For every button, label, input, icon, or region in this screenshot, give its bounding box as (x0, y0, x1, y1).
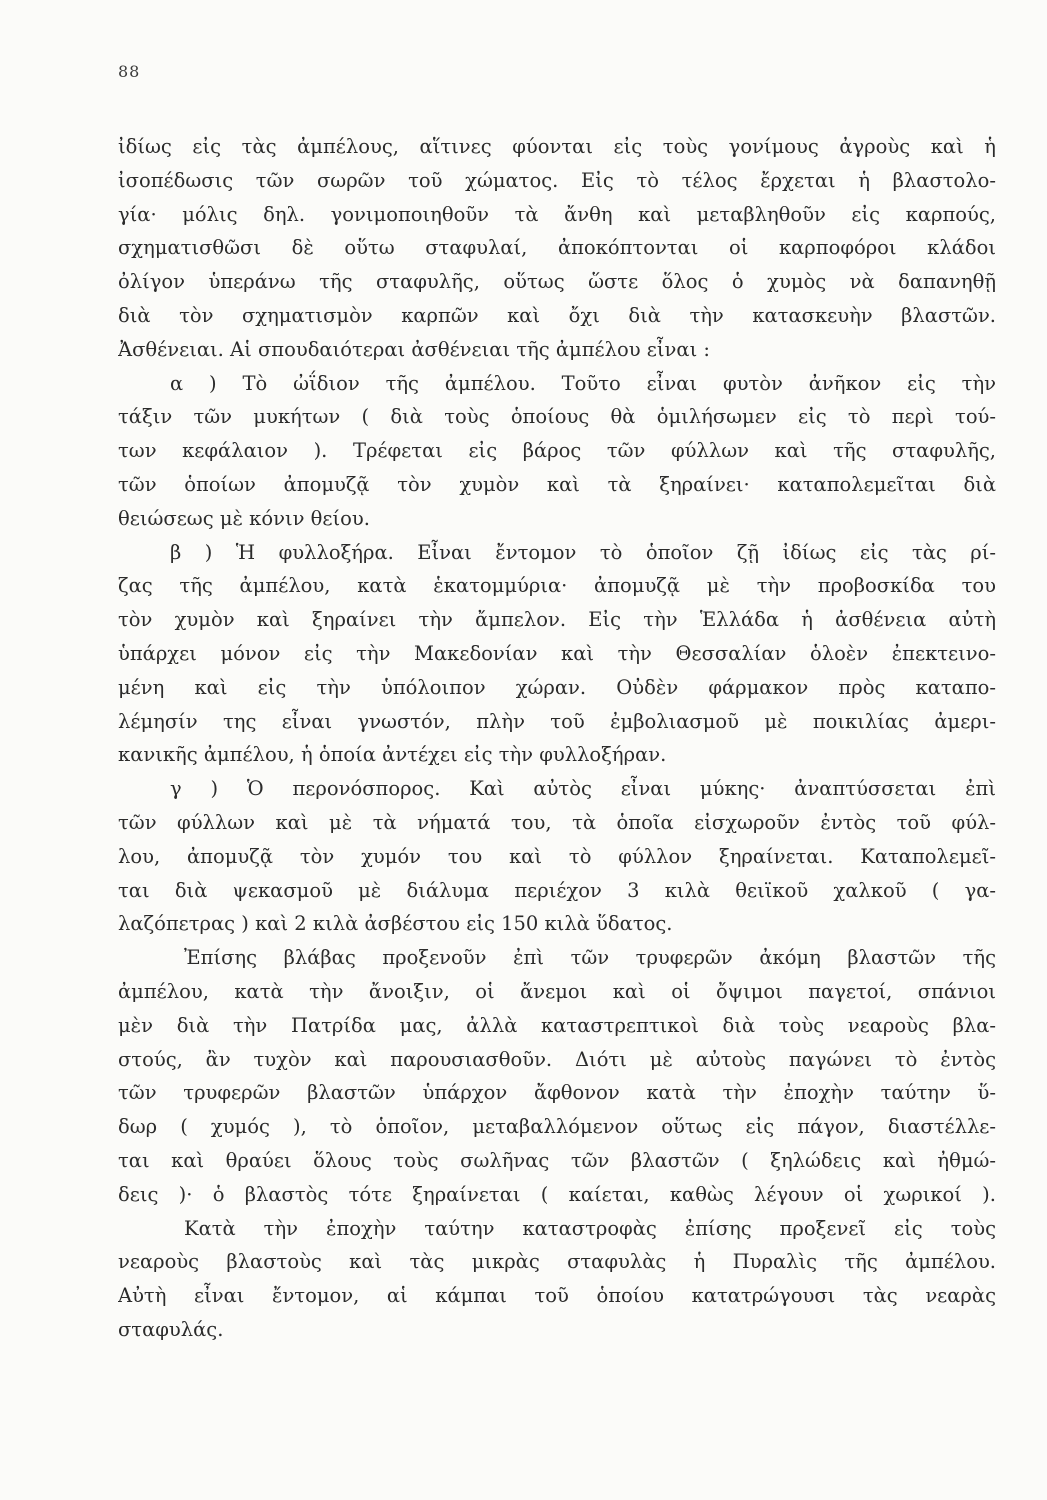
text-line: τῶν φύλλων καὶ μὲ τὰ νήματά του, τὰ ὁποῖα εἰσχωροῦν ἐντὸς τοῦ φύλ- (118, 810, 996, 834)
text-line: ται διὰ ψεκασμοῦ μὲ διάλυμα περιέχον 3 κιλὰ θειϊκοῦ χαλκοῦ ( γα- (118, 878, 996, 902)
text-line: ὑπάρχει μόνον εἰς τὴν Μακεδονίαν καὶ τὴν Θεσσαλίαν ὁλοὲν ἐπεκτεινο- (118, 641, 996, 665)
text-line: ἰσοπέδωσις τῶν σωρῶν τοῦ χώματος. Εἰς τὸ τέλος ἔρχεται ἡ βλαστολο- (118, 168, 996, 192)
text-line: τὸν χυμὸν καὶ ξηραίνει τὴν ἄμπελον. Εἰς τὴν Ἑλλάδα ἡ ἀσθένεια αὐτὴ (118, 608, 996, 632)
text-line: α ) Τὸ ὠΐδιον τῆς ἀμπέλου. Τοῦτο εἶναι φυτὸν ἀνῆκον εἰς τὴν (170, 371, 996, 395)
text-line: λέμησίν της εἶναι γνωστόν, πλὴν τοῦ ἐμβολιασμοῦ μὲ ποικιλίας ἀμερι- (118, 709, 996, 733)
text-line: β ) Ἡ φυλλοξήρα. Εἶναι ἔντομον τὸ ὁποῖον ζῇ ἰδίως εἰς τὰς ρί- (170, 540, 996, 564)
text-line: γία· μόλις δηλ. γονιμοποιηθοῦν τὰ ἄνθη καὶ μεταβληθοῦν εἰς καρπούς, (118, 202, 996, 226)
text-line: στούς, ἂν τυχὸν καὶ παρουσιασθοῦν. Διότι μὲ αὐτοὺς παγώνει τὸ ἐντὸς (118, 1047, 996, 1071)
text-line: λαζόπετρας ) καὶ 2 κιλὰ ἀσβέστου εἰς 150 κιλὰ ὕδατος. (118, 912, 673, 936)
body-text (118, 130, 996, 1347)
text-line: γ ) Ὁ περονόσπορος. Καὶ αὐτὸς εἶναι μύκης· ἀναπτύσσεται ἐπὶ (170, 777, 996, 801)
text-line: τάξιν τῶν μυκήτων ( διὰ τοὺς ὁποίους θὰ ὁμιλήσωμεν εἰς τὸ περὶ τού- (118, 405, 996, 429)
text-line: ἰδίως εἰς τὰς ἀμπέλους, αἵτινες φύονται εἰς τοὺς γονίμους ἀγροὺς καὶ ἡ (118, 135, 996, 158)
text-line: λου, ἀπομυζᾷ τὸν χυμόν του καὶ τὸ φύλλον ξηραίνεται. Καταπολεμεῖ- (118, 844, 996, 868)
text-line: κανικῆς ἀμπέλου, ἡ ὁποία ἀντέχει εἰς τὴν φυλλοξήραν. (118, 743, 667, 767)
text-line: δεις )· ὁ βλαστὸς τότε ξηραίνεται ( καίεται, καθὼς λέγουν οἱ χωρικοί ). (118, 1182, 996, 1206)
text-line: θειώσεως μὲ κόνιν θείου. (118, 506, 370, 530)
text-line: των κεφάλαιον ). Τρέφεται εἰς βάρος τῶν φύλλων καὶ τῆς σταφυλῆς, (118, 439, 996, 463)
page-number: 88 (118, 62, 141, 81)
text-line: τῶν ὁποίων ἀπομυζᾷ τὸν χυμὸν καὶ τὰ ξηραίνει· καταπολεμεῖται διὰ (118, 472, 996, 496)
text-line: μὲν διὰ τὴν Πατρίδα μας, ἀλλὰ καταστρεπτικοὶ διὰ τοὺς νεαροὺς βλα- (118, 1013, 996, 1037)
text-line: Αὐτὴ εἶναι ἔντομον, αἱ κάμπαι τοῦ ὁποίου κατατρώγουσι τὰς νεαρὰς (118, 1284, 996, 1308)
text-line: τῶν τρυφερῶν βλαστῶν ὑπάρχον ἄφθονον κατὰ τὴν ἐποχὴν ταύτην ὕ- (118, 1081, 996, 1105)
text-line: ἀμπέλου, κατὰ τὴν ἄνοιξιν, οἱ ἄνεμοι καὶ οἱ ὄψιμοι παγετοί, σπάνιοι (118, 979, 996, 1003)
text-line: ὀλίγον ὑπεράνω τῆς σταφυλῆς, οὕτως ὥστε ὅλος ὁ χυμὸς νὰ δαπανηθῇ (118, 270, 996, 294)
text-line: ται καὶ θραύει ὅλους τοὺς σωλῆνας τῶν βλαστῶν ( ξηλώδεις καὶ ἠθμώ- (118, 1148, 996, 1172)
text-line: Ἐπίσης βλάβας προξενοῦν ἐπὶ τῶν τρυφερῶν ἀκόμη βλαστῶν τῆς (184, 946, 996, 970)
text-line: μένη καὶ εἰς τὴν ὑπόλοιπον χώραν. Οὐδὲν φάρμακον πρὸς καταπο- (118, 675, 996, 699)
text-line: σχηματισθῶσι δὲ οὕτω σταφυλαί, ἀποκόπτονται οἱ καρποφόροι κλάδοι (118, 236, 996, 260)
text-line: νεαροὺς βλαστοὺς καὶ τὰς μικρὰς σταφυλὰς ἡ Πυραλὶς τῆς ἀμπέλου. (118, 1250, 996, 1274)
text-line: Κατὰ τὴν ἐποχὴν ταύτην καταστροφὰς ἐπίσης προξενεῖ εἰς τοὺς (184, 1216, 996, 1240)
text-line: ζας τῆς ἀμπέλου, κατὰ ἑκατομμύρια· ἀπομυζᾷ μὲ τὴν προβοσκίδα του (118, 574, 996, 598)
text-line: διὰ τὸν σχηματισμὸν καρπῶν καὶ ὄχι διὰ τὴν κατασκευὴν βλαστῶν. (118, 303, 996, 327)
text-line: δωρ ( χυμός ), τὸ ὁποῖον, μεταβαλλόμενον οὕτως εἰς πάγον, διαστέλλε- (118, 1115, 996, 1139)
text-line: σταφυλάς. (118, 1317, 224, 1341)
section-heading-diseases: Ἀσθένειαι. Αἱ σπουδαιότεραι ἀσθένειαι τῆς ἀμπέλου εἶναι : (118, 337, 710, 361)
